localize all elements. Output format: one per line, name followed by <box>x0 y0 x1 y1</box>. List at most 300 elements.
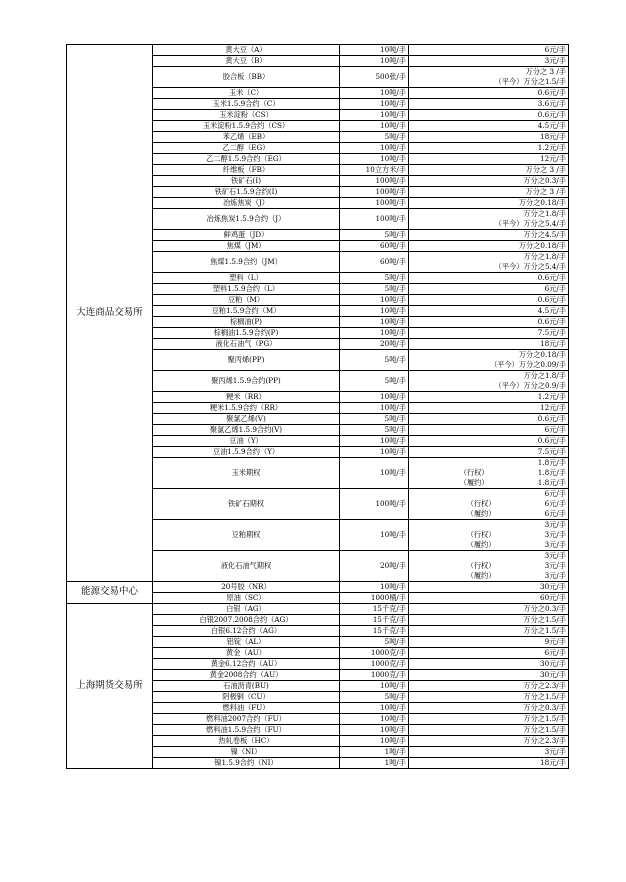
fee-value: 万分之1.8/手 <box>523 209 566 218</box>
fee-value: 6元/手 <box>544 45 566 54</box>
fee-value: 3元/手 <box>544 571 566 580</box>
contract-name: 铁矿石(I) <box>153 176 340 187</box>
fee-cell <box>409 692 569 703</box>
contract-name: 白银6.12合约（AG） <box>153 626 340 637</box>
exchange-name: 大连商品交易所 <box>67 45 153 582</box>
fee-value: 18元/手 <box>540 758 566 767</box>
fee-value: 万分之1.5/手 <box>523 626 566 635</box>
trading-unit: 5吨/手 <box>340 350 409 371</box>
fee-value: 万分之0.18/手 <box>518 350 566 359</box>
fee-line <box>411 56 566 66</box>
fee-line <box>411 509 566 519</box>
contract-name: 塑料（L） <box>153 273 340 284</box>
fee-line <box>411 77 566 87</box>
fee-value: （平今）万分之1.5/手 <box>494 77 566 86</box>
fee-value: （平今）万分之5.4/手 <box>494 219 566 228</box>
trading-unit: 5吨/手 <box>340 273 409 284</box>
trading-unit: 5吨/手 <box>340 692 409 703</box>
contract-name: 塑料1.5.9合约（L） <box>153 284 340 295</box>
fee-value: 6元/手 <box>544 648 566 657</box>
fee-cell <box>409 110 569 121</box>
fee-type-label: （行权） <box>459 468 489 477</box>
trading-unit: 10吨/手 <box>340 328 409 339</box>
fee-line <box>411 403 566 413</box>
fee-value: 0.6元/手 <box>537 317 566 326</box>
fee-value: 万分之0.18/手 <box>518 198 566 207</box>
trading-unit: 1吨/手 <box>340 758 409 769</box>
exchange-name: 能源交易中心 <box>67 582 153 604</box>
fee-line <box>411 571 566 581</box>
fee-cell <box>409 681 569 692</box>
fee-value: 万分之 3 /手 <box>525 187 566 196</box>
fee-cell <box>409 648 569 659</box>
contract-row <box>67 45 569 56</box>
fee-line <box>411 758 566 768</box>
fee-cell <box>409 339 569 350</box>
fee-cell <box>409 714 569 725</box>
fee-value: 万分之2.3/手 <box>523 681 566 690</box>
fee-value: 1.8元/手 <box>537 478 566 487</box>
fee-cell <box>409 198 569 209</box>
trading-unit: 10吨/手 <box>340 110 409 121</box>
trading-unit: 10吨/手 <box>340 317 409 328</box>
fee-cell <box>409 414 569 425</box>
fee-cell <box>409 626 569 637</box>
trading-unit: 1000桶/手 <box>340 593 409 604</box>
fee-line <box>411 747 566 757</box>
fee-cell <box>409 273 569 284</box>
fee-type-label: （行权） <box>466 530 496 539</box>
fee-value: 12元/手 <box>540 154 566 163</box>
fee-cell <box>409 328 569 339</box>
trading-unit: 15千克/手 <box>340 615 409 626</box>
fee-type-label: （行权） <box>466 561 496 570</box>
trading-unit: 10吨/手 <box>340 447 409 458</box>
fee-cell <box>409 252 569 273</box>
fee-value: 1.2元/手 <box>537 143 566 152</box>
fee-line <box>411 648 566 658</box>
fee-line <box>411 371 566 381</box>
fee-cell <box>409 447 569 458</box>
contract-name: 聚丙烯(PP) <box>153 350 340 371</box>
trading-unit: 100吨/手 <box>340 209 409 230</box>
fee-value: （平今）万分之0.9/手 <box>494 381 566 390</box>
fee-line <box>411 273 566 283</box>
trading-unit: 5吨/手 <box>340 132 409 143</box>
trading-unit: 1000克/手 <box>340 659 409 670</box>
contract-row <box>67 604 569 615</box>
fee-type-label: （履约） <box>466 571 496 580</box>
trading-unit: 10吨/手 <box>340 736 409 747</box>
fee-line <box>411 219 566 229</box>
contract-name: 白银2007.2008合约（AG） <box>153 615 340 626</box>
contract-name: 白银（AG） <box>153 604 340 615</box>
fee-line <box>411 198 566 208</box>
fee-value: 6元/手 <box>544 284 566 293</box>
trading-unit: 10吨/手 <box>340 121 409 132</box>
fee-line <box>411 241 566 251</box>
fee-line <box>411 489 566 499</box>
fee-cell <box>409 317 569 328</box>
contract-name: 聚氯乙烯1.5.9合约(V) <box>153 425 340 436</box>
fee-value: 6元/手 <box>544 509 566 518</box>
contract-name: 苯乙烯（EB） <box>153 132 340 143</box>
fee-value: 3元/手 <box>544 747 566 756</box>
trading-unit: 10吨/手 <box>340 703 409 714</box>
trading-unit: 1000克/手 <box>340 670 409 681</box>
fee-line <box>411 681 566 691</box>
fee-value: 3.6元/手 <box>537 99 566 108</box>
contract-name: 乙二醇（EG） <box>153 143 340 154</box>
fee-cell <box>409 187 569 198</box>
trading-unit: 1吨/手 <box>340 747 409 758</box>
fee-line <box>411 88 566 98</box>
trading-unit: 10吨/手 <box>340 436 409 447</box>
fee-cell <box>409 143 569 154</box>
fee-value: 7.5元/手 <box>537 447 566 456</box>
fee-cell <box>409 670 569 681</box>
trading-unit: 15千克/手 <box>340 626 409 637</box>
fee-line <box>411 425 566 435</box>
fee-cell <box>409 176 569 187</box>
contract-name: 玉米期权 <box>153 458 340 489</box>
fee-cell <box>409 295 569 306</box>
fee-cell <box>409 88 569 99</box>
fee-value: 9元/手 <box>544 637 566 646</box>
fee-value: 30元/手 <box>540 582 566 591</box>
fee-value: 3元/手 <box>544 561 566 570</box>
fee-line <box>411 99 566 109</box>
fee-value: 1.2元/手 <box>537 392 566 401</box>
fee-cell <box>409 350 569 371</box>
fee-line <box>411 670 566 680</box>
contract-name: 乙二醇1.5.9合约（EG） <box>153 154 340 165</box>
trading-unit: 10吨/手 <box>340 56 409 67</box>
fee-value: 12元/手 <box>540 403 566 412</box>
fee-line <box>411 551 566 561</box>
trading-unit: 10立方米/手 <box>340 165 409 176</box>
fee-line <box>411 637 566 647</box>
contract-name: 冶炼焦炭（J） <box>153 198 340 209</box>
fee-line <box>411 143 566 153</box>
contract-name: 鲜鸡蛋（JD） <box>153 230 340 241</box>
fee-cell <box>409 458 569 489</box>
fee-cell <box>409 241 569 252</box>
fee-value: 万分之1.5/手 <box>523 615 566 624</box>
trading-unit: 5吨/手 <box>340 230 409 241</box>
fee-cell <box>409 154 569 165</box>
fee-line <box>411 209 566 219</box>
fee-line <box>411 67 566 77</box>
fee-value: 3元/手 <box>544 56 566 65</box>
contract-name: 豆油1.5.9合约（Y） <box>153 447 340 458</box>
fee-value: 0.6元/手 <box>537 295 566 304</box>
contract-name: 黄金（AU） <box>153 648 340 659</box>
fee-cell <box>409 67 569 88</box>
fee-type-label: （履约） <box>459 478 489 487</box>
fee-value: 0.6元/手 <box>537 88 566 97</box>
fee-value: 万分之0.3/手 <box>523 703 566 712</box>
fee-value: 0.6元/手 <box>537 436 566 445</box>
fee-value: 万分之1.8/手 <box>523 371 566 380</box>
fee-line <box>411 604 566 614</box>
fee-line <box>411 317 566 327</box>
trading-unit: 20吨/手 <box>340 551 409 582</box>
fee-line <box>411 45 566 55</box>
contract-name: 玉米（C） <box>153 88 340 99</box>
contract-name: 石油沥青(BU) <box>153 681 340 692</box>
fee-cell <box>409 132 569 143</box>
fee-line <box>411 593 566 603</box>
trading-unit: 10吨/手 <box>340 143 409 154</box>
fee-value: 1.8元/手 <box>537 468 566 477</box>
fee-line <box>411 165 566 175</box>
trading-unit: 15千克/手 <box>340 604 409 615</box>
fee-line <box>411 736 566 746</box>
contract-name: 焦煤（JM） <box>153 241 340 252</box>
fee-value: 3元/手 <box>544 520 566 529</box>
contract-name: 豆油（Y） <box>153 436 340 447</box>
fee-value: 4.5元/手 <box>537 306 566 315</box>
fee-line <box>411 306 566 316</box>
trading-unit: 10吨/手 <box>340 306 409 317</box>
fee-value: 60元/手 <box>540 593 566 602</box>
fee-line <box>411 447 566 457</box>
fee-value: 7.5元/手 <box>537 328 566 337</box>
fee-value: 万分之4.5/手 <box>523 230 566 239</box>
fee-line <box>411 659 566 669</box>
fee-line <box>411 626 566 636</box>
trading-unit: 10吨/手 <box>340 681 409 692</box>
fee-cell <box>409 425 569 436</box>
contract-name: 玉米淀粉1.5.9合约（CS） <box>153 121 340 132</box>
contract-name: 聚丙烯1.5.9合约(PP) <box>153 371 340 392</box>
fee-cell <box>409 582 569 593</box>
trading-unit: 5吨/手 <box>340 425 409 436</box>
fee-line <box>411 230 566 240</box>
fee-value: 6元/手 <box>544 499 566 508</box>
fee-line <box>411 540 566 550</box>
fee-line <box>411 561 566 571</box>
fee-value: 万分之1.5/手 <box>523 725 566 734</box>
fee-cell <box>409 659 569 670</box>
fee-value: 万分之0.3/手 <box>523 604 566 613</box>
contract-name: 玉米淀粉（CS） <box>153 110 340 121</box>
fee-value: 3元/手 <box>544 530 566 539</box>
fee-value: 6元/手 <box>544 489 566 498</box>
trading-unit: 10吨/手 <box>340 295 409 306</box>
fee-type-label: （履约） <box>466 509 496 518</box>
fee-cell <box>409 56 569 67</box>
fee-line <box>411 530 566 540</box>
fee-line <box>411 284 566 294</box>
contract-name: 原油（SC） <box>153 593 340 604</box>
trading-unit: 10吨/手 <box>340 99 409 110</box>
trading-unit: 100吨/手 <box>340 187 409 198</box>
trading-unit: 60吨/手 <box>340 252 409 273</box>
trading-unit: 5吨/手 <box>340 414 409 425</box>
trading-unit: 10吨/手 <box>340 520 409 551</box>
fee-cell <box>409 99 569 110</box>
fee-cell <box>409 45 569 56</box>
contract-name: 20号胶（NR） <box>153 582 340 593</box>
contract-name: 热轧卷板（HC） <box>153 736 340 747</box>
contract-name: 铁矿石期权 <box>153 489 340 520</box>
contract-name: 燃料油1.5.9合约（FU） <box>153 725 340 736</box>
fee-line <box>411 458 566 468</box>
contract-name: 黄大豆（A） <box>153 45 340 56</box>
fee-value: 万分之 3 /手 <box>525 67 566 76</box>
fee-value: 万分之 3 /手 <box>525 165 566 174</box>
fee-cell <box>409 747 569 758</box>
fee-cell <box>409 165 569 176</box>
contract-name: 黄金6.12合约（AU） <box>153 659 340 670</box>
trading-unit: 500张/手 <box>340 67 409 88</box>
trading-unit: 10吨/手 <box>340 582 409 593</box>
contract-name: 聚氯乙烯(V) <box>153 414 340 425</box>
trading-unit: 10吨/手 <box>340 154 409 165</box>
contract-name: 焦煤1.5.9合约（JM） <box>153 252 340 273</box>
fee-cell <box>409 306 569 317</box>
fee-line <box>411 262 566 272</box>
contract-name: 铁矿石1.5.9合约(I) <box>153 187 340 198</box>
fee-line <box>411 176 566 186</box>
contract-name: 豆粕期权 <box>153 520 340 551</box>
contract-name: 黄大豆（B） <box>153 56 340 67</box>
fee-line <box>411 187 566 197</box>
contract-name: 燃料油（FU） <box>153 703 340 714</box>
fee-line <box>411 392 566 402</box>
fee-value: 0.6元/手 <box>537 273 566 282</box>
trading-unit: 10吨/手 <box>340 458 409 489</box>
fee-value: 0.6元/手 <box>537 110 566 119</box>
contract-name: 豆粕1.5.9合约（M） <box>153 306 340 317</box>
contract-name: 胶合板（BB） <box>153 67 340 88</box>
trading-unit: 10吨/手 <box>340 392 409 403</box>
fee-value: 万分之0.18/手 <box>518 241 566 250</box>
trading-unit: 60吨/手 <box>340 241 409 252</box>
fee-value: 30元/手 <box>540 670 566 679</box>
contract-row <box>67 582 569 593</box>
fee-cell <box>409 615 569 626</box>
fee-value: 万分之2.3/手 <box>523 736 566 745</box>
fee-line <box>411 350 566 360</box>
contract-name: 镍（NI） <box>153 747 340 758</box>
fee-line <box>411 703 566 713</box>
contract-name: 粳米1.5.9合约（RR） <box>153 403 340 414</box>
fee-cell <box>409 725 569 736</box>
contract-name: 纤维板（FB） <box>153 165 340 176</box>
fee-value: 万分之1.5/手 <box>523 692 566 701</box>
fee-cell <box>409 551 569 582</box>
fee-value: 0.6元/手 <box>537 414 566 423</box>
trading-unit: 100吨/手 <box>340 489 409 520</box>
fee-cell <box>409 403 569 414</box>
fee-line <box>411 725 566 735</box>
fee-line <box>411 582 566 592</box>
fee-line <box>411 615 566 625</box>
fee-cell <box>409 392 569 403</box>
fee-value: 4.5元/手 <box>537 121 566 130</box>
fee-value: 万分之0.3/手 <box>523 176 566 185</box>
trading-unit: 5吨/手 <box>340 284 409 295</box>
fee-line <box>411 414 566 424</box>
fee-cell <box>409 489 569 520</box>
contract-name: 燃料油2007合约（FU） <box>153 714 340 725</box>
fee-cell <box>409 593 569 604</box>
fee-type-label: （行权） <box>466 499 496 508</box>
fee-line <box>411 692 566 702</box>
contract-name: 冶炼焦炭1.5.9合约（J） <box>153 209 340 230</box>
fee-line <box>411 110 566 120</box>
trading-unit: 100吨/手 <box>340 176 409 187</box>
trading-unit: 100吨/手 <box>340 198 409 209</box>
contract-name: 棕榈油1.5.9合约(P) <box>153 328 340 339</box>
fee-value: 3元/手 <box>544 540 566 549</box>
fee-line <box>411 154 566 164</box>
trading-unit: 10吨/手 <box>340 403 409 414</box>
trading-unit: 20吨/手 <box>340 339 409 350</box>
fee-cell <box>409 436 569 447</box>
fee-cell <box>409 604 569 615</box>
fee-cell <box>409 520 569 551</box>
fee-table <box>66 44 569 769</box>
fee-value: 1.8元/手 <box>537 458 566 467</box>
fee-table-page <box>66 44 568 769</box>
trading-unit: 10吨/手 <box>340 88 409 99</box>
fee-cell <box>409 121 569 132</box>
contract-name: 阴极铜（CU） <box>153 692 340 703</box>
fee-value: 18元/手 <box>540 132 566 141</box>
fee-line <box>411 295 566 305</box>
fee-cell <box>409 230 569 241</box>
fee-cell <box>409 209 569 230</box>
fee-line <box>411 436 566 446</box>
fee-cell <box>409 284 569 295</box>
fee-value: 3元/手 <box>544 551 566 560</box>
fee-value: 30元/手 <box>540 659 566 668</box>
fee-cell <box>409 736 569 747</box>
fee-line <box>411 499 566 509</box>
contract-name: 豆粕（M） <box>153 295 340 306</box>
trading-unit: 5吨/手 <box>340 371 409 392</box>
contract-name: 棕榈油(P) <box>153 317 340 328</box>
contract-name: 液化石油气期权 <box>153 551 340 582</box>
trading-unit: 10吨/手 <box>340 714 409 725</box>
contract-name: 玉米1.5.9合约（C） <box>153 99 340 110</box>
fee-cell <box>409 637 569 648</box>
fee-value: 6元/手 <box>544 425 566 434</box>
fee-line <box>411 360 566 370</box>
fee-line <box>411 132 566 142</box>
contract-name: 黄金2008合约（AU） <box>153 670 340 681</box>
fee-line <box>411 252 566 262</box>
contract-name: 镍1.5.9合约（NI） <box>153 758 340 769</box>
fee-cell <box>409 758 569 769</box>
fee-cell <box>409 703 569 714</box>
trading-unit: 10吨/手 <box>340 45 409 56</box>
contract-name: 液化石油气（PG） <box>153 339 340 350</box>
fee-line <box>411 714 566 724</box>
fee-value: 18元/手 <box>540 339 566 348</box>
contract-name: 铝锭（AL） <box>153 637 340 648</box>
fee-line <box>411 478 566 488</box>
trading-unit: 10吨/手 <box>340 725 409 736</box>
fee-value: （平今）万分之0.09/手 <box>490 360 566 369</box>
fee-line <box>411 339 566 349</box>
fee-line <box>411 121 566 131</box>
fee-value: 万分之1.5/手 <box>523 714 566 723</box>
